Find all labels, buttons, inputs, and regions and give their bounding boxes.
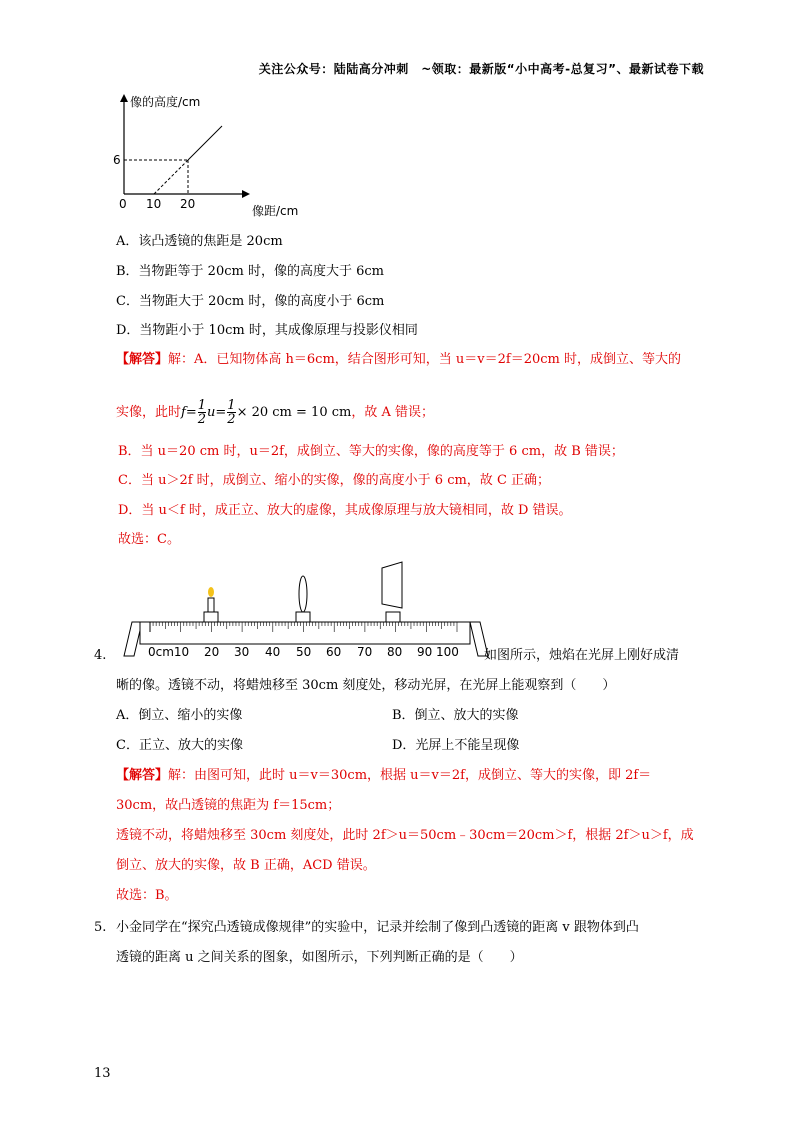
page-number: 13: [94, 1066, 111, 1081]
formula-u: u: [207, 405, 216, 420]
q5-stem-line1: 小金同学在“探究凸透镜成像规律”的实验中，记录并绘制了像到凸透镜的距离 v 跟物体到凸: [116, 920, 639, 935]
q4-answer-line2: 30cm，故凸透镜的焦距为 f＝15cm；: [116, 798, 341, 813]
q4-answer-text: 解：由图可知，此时 u＝v＝30cm，根据 u＝v＝2f，成倒立、等大的实像，即 2f＝: [168, 768, 652, 783]
y-tick-6: 6: [113, 153, 121, 167]
q4-answer-line4: 倒立、放大的实像，故 B 正确，ACD 错误。: [116, 858, 376, 873]
formula-f: f: [181, 405, 186, 420]
q4-stem-line1: 如图所示，烛焰在光屏上刚好成清: [484, 648, 680, 663]
candle-flame: [208, 587, 214, 597]
convex-lens: [299, 576, 307, 612]
q3-answer-tag: 【解答】: [116, 352, 169, 367]
y-axis-arrow: [120, 94, 128, 102]
q4-answer-tag: 【解答】: [116, 768, 169, 783]
bench-left-leg: [124, 622, 142, 656]
q4-option-b: B．倒立、放大的实像: [392, 708, 519, 723]
bench-rail: [140, 622, 470, 644]
x-axis-label: 像距/cm: [252, 204, 299, 218]
q5-stem-line2: 透镜的距离 u 之间关系的图象，如图所示，下列判断正确的是（ ）: [116, 950, 523, 965]
q4-answer-line3: 透镜不动，将蜡烛移至 30cm 刻度处，此时 2f＞u＝50cm﹣30cm＝20cm＞f，根据 2f＞u＞f，成: [116, 828, 694, 843]
q5-number: 5.: [94, 920, 107, 935]
bench-label-100: 100: [436, 645, 459, 659]
q4-choose: 故选：B。: [116, 888, 178, 903]
q4-option-c: C．正立、放大的实像: [116, 738, 243, 753]
bench-label-80: 80: [387, 645, 403, 659]
bench-label-20: 20: [204, 645, 220, 659]
candle-holder: [204, 612, 218, 622]
focal-length-formula: [181, 398, 352, 427]
screen-holder: [386, 612, 400, 622]
page-header: 关注公众号：陆陆高分冲刺 ~领取：最新版“小中高考-总复习”、最新试卷下载: [258, 62, 704, 76]
bench-label-50: 50: [296, 645, 312, 659]
bench-label-30: 30: [234, 645, 250, 659]
q4-number: 4.: [94, 648, 107, 663]
q3-answer-suffix: ，故 A 错误；: [351, 405, 434, 420]
dashed-extension: [154, 160, 188, 194]
formula-frac2: $\frac{1}{2}$: [227, 398, 236, 427]
q3-option-a: A．该凸透镜的焦距是 20cm: [116, 234, 283, 249]
q3-choose: 故选：C。: [118, 532, 180, 547]
x-tick-20: 20: [180, 197, 196, 211]
bench-label-60: 60: [326, 645, 342, 659]
q3-answer-b: B．当 u＝20 cm 时，u＝2f，成倒立、等大的实像，像的高度等于 6 cm，故 B 错误；: [118, 444, 624, 459]
data-line: [188, 126, 222, 160]
q3-answer-d: D．当 u＜f 时，成正立、放大的虚像，其成像原理与放大镜相同，故 D 错误。: [118, 503, 572, 518]
x-tick-10: 10: [146, 197, 162, 211]
bench-label-70: 70: [357, 645, 373, 659]
q3-answer-line1: [116, 350, 681, 370]
q4-answer-line1: [116, 766, 651, 786]
candle: [208, 598, 214, 612]
bench-label-0: 0cm10: [148, 645, 190, 659]
q3-option-c: C．当物距大于 20cm 时，像的高度小于 6cm: [116, 294, 385, 309]
q3-answer-c: C．当 u＞2f 时，成倒立、缩小的实像，像的高度小于 6 cm，故 C 正确；: [118, 473, 551, 488]
bench-label-40: 40: [265, 645, 281, 659]
q4-option-d: D．光屏上不能呈现像: [392, 738, 520, 753]
formula-eq2: =: [215, 405, 227, 420]
image-height-graph: [110, 92, 299, 220]
q3-option-d: D．当物距小于 10cm 时，其成像原理与投影仪相同: [116, 323, 418, 338]
formula-eq1: =: [185, 405, 197, 420]
lens-holder: [296, 612, 310, 622]
q3-answer-line2: [116, 398, 434, 428]
y-axis-label: 像的高度/cm: [130, 95, 201, 109]
q4-option-a: A．倒立、缩小的实像: [116, 708, 243, 723]
x-tick-0: 0: [119, 197, 127, 211]
formula-rest: × 20 cm = 10 cm: [236, 405, 352, 420]
optical-bench-figure: [120, 560, 490, 664]
x-axis-arrow: [242, 190, 250, 198]
q3-answer-prefix: 实像，此时: [116, 405, 182, 420]
bench-label-90: 90: [417, 645, 433, 659]
q3-answer-text: 解：A．已知物体高 h＝6cm，结合图形可知，当 u＝v＝2f＝20cm 时，成倒立、等大的: [168, 352, 682, 367]
light-screen: [382, 562, 402, 608]
q4-stem-line2: 晰的像。透镜不动，将蜡烛移至 30cm 刻度处，移动光屏，在光屏上能观察到（ ）: [116, 678, 616, 693]
q3-option-b: B．当物距等于 20cm 时，像的高度大于 6cm: [116, 264, 384, 279]
formula-frac1: $\frac{1}{2}$: [197, 398, 207, 427]
